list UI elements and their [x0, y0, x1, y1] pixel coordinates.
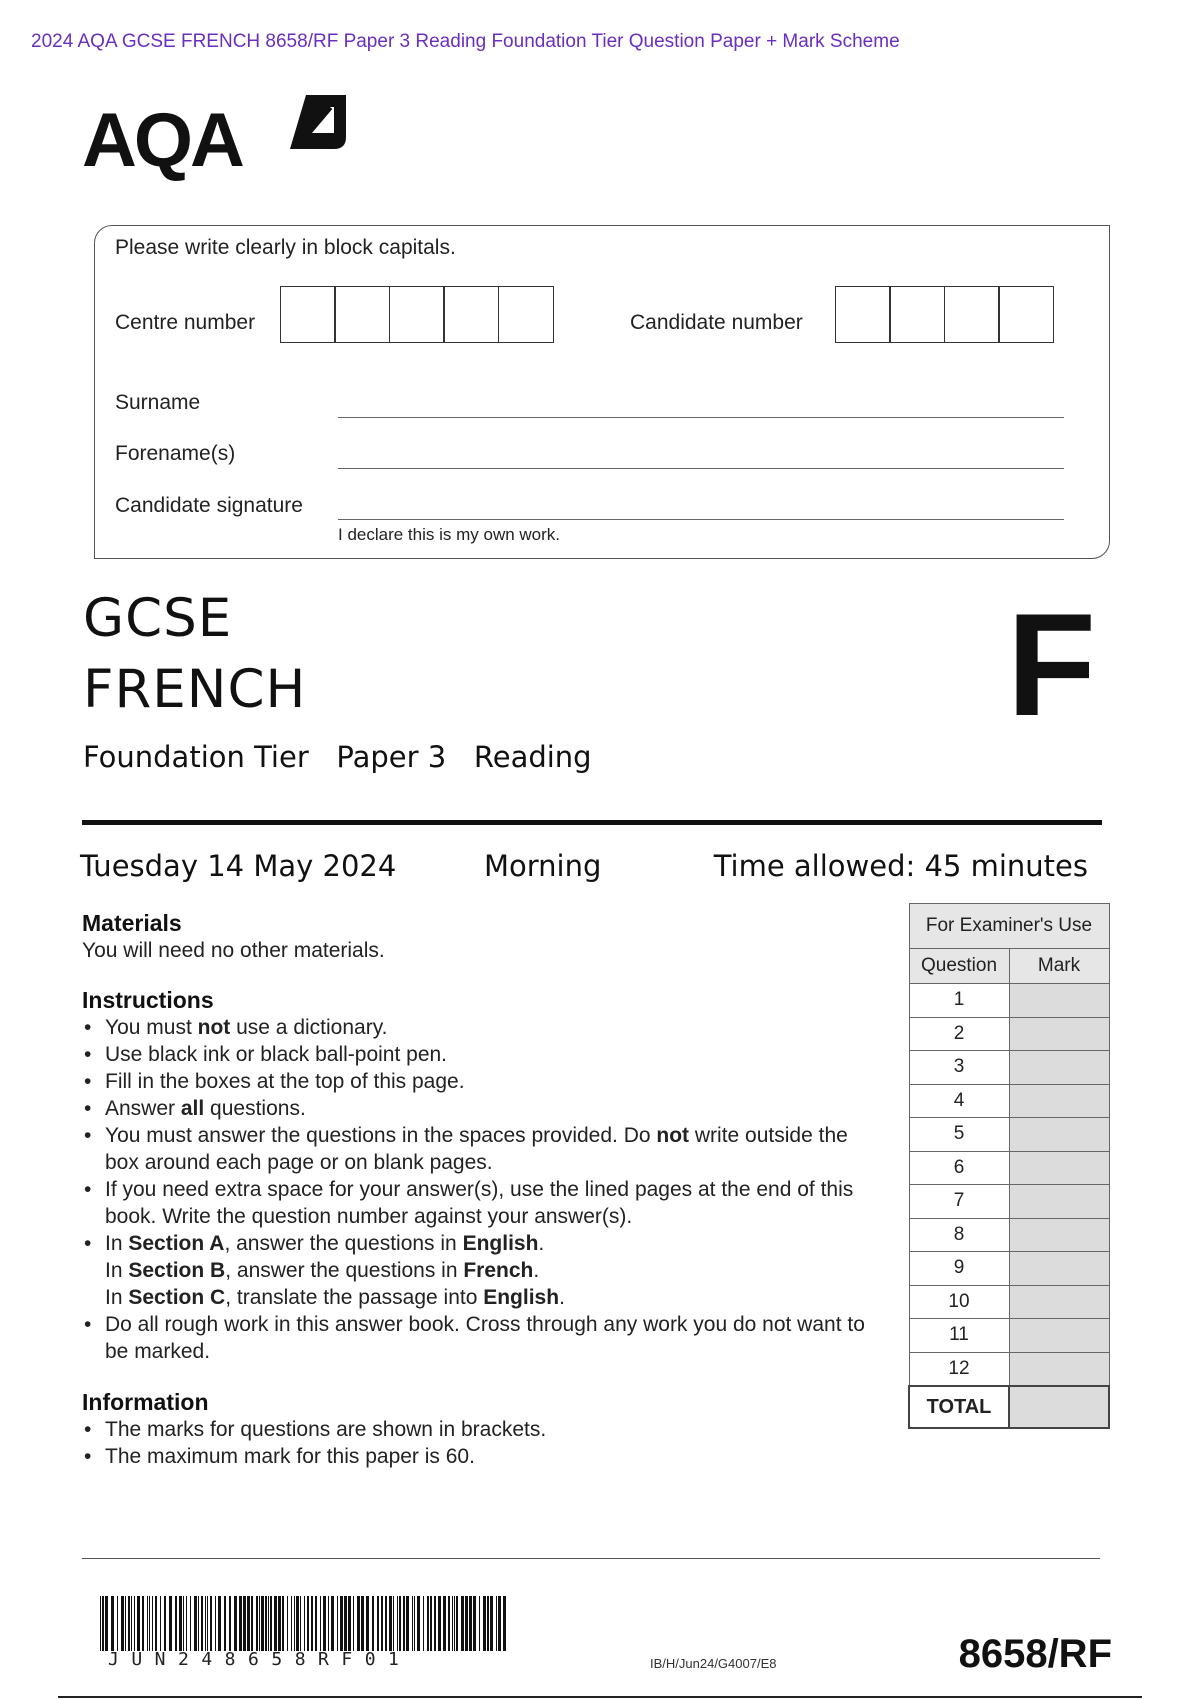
- barcode-bar: [207, 1596, 208, 1651]
- barcode-bar: [287, 1596, 288, 1651]
- barcode-bar: [483, 1596, 486, 1651]
- candidate-number-digit[interactable]: [835, 286, 891, 343]
- barcode-bar: [487, 1596, 489, 1651]
- barcode-bar: [406, 1596, 409, 1651]
- barcode-bar: [294, 1596, 295, 1651]
- information-list: [82, 1416, 882, 1470]
- barcode-bar: [111, 1596, 114, 1651]
- barcode-bar: [218, 1596, 221, 1651]
- mark-cell[interactable]: [1009, 1319, 1109, 1353]
- barcode-bar: [307, 1596, 309, 1651]
- barcode-bar: [256, 1596, 258, 1651]
- barcode-bar: [389, 1596, 392, 1651]
- surname-label: Surname: [115, 391, 201, 414]
- candidate-number-digit[interactable]: [944, 286, 1000, 343]
- examiner-table-row: [909, 1352, 1109, 1386]
- aqa-logo: [82, 93, 347, 188]
- exam-date: Tuesday 14 May 2024: [80, 849, 397, 883]
- page-bottom-line: [58, 1696, 1142, 1698]
- barcode-bar: [183, 1596, 184, 1651]
- instruction-item: • Use black ink or black ball-point pen.: [82, 1041, 882, 1068]
- barcode-bar: [430, 1596, 432, 1651]
- barcode-bar: [377, 1596, 379, 1651]
- barcode-bar: [270, 1596, 272, 1651]
- barcode-bar: [461, 1596, 464, 1651]
- barcode-bar: [353, 1596, 354, 1651]
- mark-cell[interactable]: [1009, 1218, 1109, 1252]
- aqa-tick-icon: [286, 93, 348, 155]
- barcode-bar: [149, 1596, 150, 1651]
- barcode-bar: [344, 1596, 347, 1651]
- instruction-item: • Do all rough work in this answer book. Cross through any work you do not want to be marked.: [82, 1311, 882, 1365]
- barcode-bar: [357, 1596, 360, 1651]
- barcode-bar: [337, 1596, 338, 1651]
- barcode-bar: [448, 1596, 450, 1651]
- logo-text: AQA: [82, 98, 242, 183]
- barcode-bar: [443, 1596, 446, 1651]
- barcode-icon: [100, 1596, 510, 1651]
- barcode-bar: [117, 1596, 118, 1651]
- information-item: • The marks for questions are shown in brackets.: [82, 1416, 882, 1443]
- section-c-instruction: In Section C, translate the passage into English.: [105, 1286, 565, 1309]
- barcode-bar: [427, 1596, 429, 1651]
- examiners-use-title: For Examiner's Use: [909, 904, 1109, 949]
- document-reference: IB/H/Jun24/G4007/E8: [650, 1656, 777, 1671]
- instructions-list: [82, 1014, 882, 1365]
- barcode-bar: [239, 1596, 242, 1651]
- barcode-bar: [498, 1596, 501, 1651]
- question-number-cell: 1: [909, 984, 1009, 1018]
- centre-number-boxes[interactable]: [281, 286, 554, 343]
- barcode-bar: [105, 1596, 108, 1651]
- barcode-bar: [205, 1596, 206, 1651]
- question-number-cell: 12: [909, 1352, 1009, 1386]
- question-number-cell: 4: [909, 1084, 1009, 1118]
- barcode-bar: [282, 1596, 284, 1651]
- examiner-table-row: [909, 1118, 1109, 1152]
- barcode-bar: [179, 1596, 182, 1651]
- question-number-cell: 11: [909, 1319, 1009, 1353]
- component-name: Reading: [473, 740, 592, 774]
- section-b-instruction: In Section B, answer the questions in French.: [105, 1259, 540, 1282]
- barcode-bar: [397, 1596, 398, 1651]
- barcode-bar: [278, 1596, 281, 1651]
- barcode-bar: [296, 1596, 299, 1651]
- examiner-table-row: [909, 1319, 1109, 1353]
- barcode-bar: [131, 1596, 132, 1651]
- total-label: TOTAL: [909, 1386, 1009, 1428]
- signature-label: Candidate signature: [115, 494, 303, 517]
- barcode-bar: [469, 1596, 472, 1651]
- barcode-bar: [438, 1596, 441, 1651]
- mark-cell[interactable]: [1009, 1252, 1109, 1286]
- information-item: • The maximum mark for this paper is 60.: [82, 1443, 882, 1470]
- barcode-bar: [399, 1596, 401, 1651]
- centre-number-label: Centre number: [115, 311, 256, 334]
- centre-number-digit[interactable]: [498, 286, 554, 343]
- candidate-number-digit[interactable]: [889, 286, 945, 343]
- centre-number-digit[interactable]: [334, 286, 390, 343]
- examiners-table-rows: [909, 984, 1109, 1387]
- paper-number: Paper 3: [336, 740, 447, 774]
- barcode-bar: [164, 1596, 166, 1651]
- examiner-table-row: [909, 1252, 1109, 1286]
- question-number-cell: 3: [909, 1051, 1009, 1085]
- barcode-bar: [186, 1596, 187, 1651]
- paper-code: 8658/RF: [958, 1632, 1112, 1676]
- barcode-bar: [259, 1596, 260, 1651]
- centre-number-digit[interactable]: [443, 286, 499, 343]
- examiner-table-row: [909, 1218, 1109, 1252]
- barcode-bar: [331, 1596, 334, 1651]
- examiner-table-row: [909, 1017, 1109, 1051]
- barcode-bar: [496, 1596, 497, 1651]
- barcode-bar: [234, 1596, 237, 1651]
- time-allowed: Time allowed: 45 minutes: [713, 849, 1088, 883]
- examiner-table-row: [909, 1185, 1109, 1219]
- qualification-level: GCSE: [83, 588, 233, 649]
- examiner-table-row: [909, 1151, 1109, 1185]
- tier-name: Foundation Tier: [83, 740, 309, 774]
- block-capitals-instruction: Please write clearly in block capitals.: [115, 236, 456, 259]
- barcode-bar: [152, 1596, 153, 1651]
- candidate-number-label: Candidate number: [630, 311, 803, 334]
- barcode-bar: [102, 1596, 104, 1651]
- information-heading: Information: [82, 1389, 209, 1415]
- barcode-text: JUN248658RF01: [108, 1649, 412, 1670]
- barcode-bar: [268, 1596, 269, 1651]
- barcode-bar: [479, 1596, 480, 1651]
- barcode-bar: [340, 1596, 343, 1651]
- barcode-bar: [261, 1596, 264, 1651]
- barcode-bar: [348, 1596, 351, 1651]
- barcode-bar: [128, 1596, 130, 1651]
- front-cover-notes: [82, 910, 882, 1470]
- barcode-bar: [315, 1596, 317, 1651]
- candidate-number-digit[interactable]: [998, 286, 1054, 343]
- instruction-item: • Answer all questions.: [82, 1095, 882, 1122]
- barcode-bar: [229, 1596, 231, 1651]
- barcode-bar: [423, 1596, 424, 1651]
- centre-number-digit[interactable]: [389, 286, 445, 343]
- barcode-bar: [372, 1596, 374, 1651]
- barcode-bar: [323, 1596, 326, 1651]
- barcode-bar: [361, 1596, 364, 1651]
- barcode-bar: [125, 1596, 126, 1651]
- barcode-bar: [300, 1596, 301, 1651]
- question-number-cell: 6: [909, 1151, 1009, 1185]
- barcode-bar: [456, 1596, 458, 1651]
- barcode-bar: [265, 1596, 267, 1651]
- mark-cell[interactable]: [1009, 1352, 1109, 1386]
- forenames-label: Forename(s): [115, 442, 236, 465]
- barcode-bar: [417, 1596, 420, 1651]
- barcode-bar: [414, 1596, 415, 1651]
- barcode-bar: [251, 1596, 253, 1651]
- barcode-bar: [381, 1596, 383, 1651]
- barcode-bar: [452, 1596, 453, 1651]
- question-number-cell: 8: [909, 1218, 1009, 1252]
- examiner-table-row: [909, 984, 1109, 1018]
- total-mark-cell[interactable]: [1009, 1386, 1109, 1428]
- mark-cell[interactable]: [1009, 984, 1109, 1018]
- mark-cell[interactable]: [1009, 1151, 1109, 1185]
- barcode-bar: [393, 1596, 394, 1651]
- barcode-bar: [134, 1596, 135, 1651]
- barcode-bar: [137, 1596, 140, 1651]
- barcode-bar: [215, 1596, 216, 1651]
- barcode-bar: [210, 1596, 212, 1651]
- signature-field[interactable]: [338, 519, 1064, 520]
- barcode-bar: [198, 1596, 199, 1651]
- subject-name: FRENCH: [83, 659, 307, 720]
- barcode-bar: [247, 1596, 250, 1651]
- mark-column-header: Mark: [1009, 949, 1109, 984]
- materials-text: You will need no other materials.: [82, 939, 385, 962]
- barcode-bar: [328, 1596, 329, 1651]
- barcode-bar: [434, 1596, 436, 1651]
- question-number-cell: 7: [909, 1185, 1009, 1219]
- surname-field[interactable]: [338, 417, 1064, 418]
- examiner-table-row: [909, 1051, 1109, 1085]
- barcode-bar: [412, 1596, 413, 1651]
- instructions-heading: Instructions: [82, 987, 214, 1013]
- paper-subtitle: [83, 740, 592, 774]
- barcode-bar: [385, 1596, 387, 1651]
- barcode-bar: [147, 1596, 148, 1651]
- barcode-bar: [274, 1596, 277, 1651]
- question-number-cell: 10: [909, 1285, 1009, 1319]
- mark-cell[interactable]: [1009, 1051, 1109, 1085]
- section-a-instruction: • In Section A, answer the questions in English.: [105, 1232, 545, 1255]
- candidate-details-box: [94, 225, 1110, 559]
- question-number-cell: 9: [909, 1252, 1009, 1286]
- barcode-bar: [100, 1596, 101, 1651]
- footer-divider: [82, 1558, 1100, 1559]
- barcode-bar: [243, 1596, 246, 1651]
- mark-cell[interactable]: [1009, 1285, 1109, 1319]
- instruction-item-sections: [82, 1230, 882, 1311]
- barcode-bar: [320, 1596, 321, 1651]
- barcode-bar: [454, 1596, 455, 1651]
- mark-cell[interactable]: [1009, 1084, 1109, 1118]
- instruction-item: • You must not use a dictionary.: [82, 1014, 882, 1041]
- heading-divider: [82, 820, 1102, 825]
- barcode-bar: [311, 1596, 313, 1651]
- barcode-bar: [490, 1596, 493, 1651]
- tier-letter: F: [1006, 583, 1096, 746]
- barcode-bar: [169, 1596, 172, 1651]
- materials-heading: Materials: [82, 910, 182, 936]
- examiners-use-table: [908, 903, 1110, 1429]
- centre-number-digit[interactable]: [280, 286, 336, 343]
- instruction-item: • Fill in the boxes at the top of this page.: [82, 1068, 882, 1095]
- barcode-bar: [503, 1596, 506, 1651]
- mark-cell[interactable]: [1009, 1118, 1109, 1152]
- barcode-bar: [366, 1596, 369, 1651]
- barcode-bar: [175, 1596, 177, 1651]
- barcode-bar: [224, 1596, 226, 1651]
- mark-cell[interactable]: [1009, 1185, 1109, 1219]
- barcode-bar: [473, 1596, 476, 1651]
- question-number-cell: 5: [909, 1118, 1009, 1152]
- examiner-table-row: [909, 1285, 1109, 1319]
- instruction-item: • You must answer the questions in the spaces provided. Do not write outside the box around each page or on blank pages.: [82, 1122, 882, 1176]
- barcode-bar: [194, 1596, 197, 1651]
- barcode-bar: [304, 1596, 305, 1651]
- question-column-header: Question: [909, 949, 1009, 984]
- mark-cell[interactable]: [1009, 1017, 1109, 1051]
- barcode-bar: [201, 1596, 203, 1651]
- barcode-bar: [403, 1596, 405, 1651]
- examiner-table-row: [909, 1084, 1109, 1118]
- barcode-bar: [465, 1596, 468, 1651]
- forenames-field[interactable]: [338, 468, 1064, 469]
- exam-session: Morning: [484, 849, 602, 883]
- document-title[interactable]: 2024 AQA GCSE FRENCH 8658/RF Paper 3 Reading Foundation Tier Question Paper + Mark Scheme: [31, 31, 900, 52]
- instruction-item: • If you need extra space for your answer(s), use the lined pages at the end of this book. Write the question number against your answer(s).: [82, 1176, 882, 1230]
- barcode-bar: [142, 1596, 144, 1651]
- question-number-cell: 2: [909, 1017, 1009, 1051]
- barcode-bar: [155, 1596, 157, 1651]
- candidate-number-boxes[interactable]: [836, 286, 1054, 343]
- barcode-bar: [160, 1596, 161, 1651]
- declaration-text: I declare this is my own work.: [338, 525, 561, 544]
- barcode-bar: [190, 1596, 191, 1651]
- barcode-bar: [291, 1596, 292, 1651]
- barcode-bar: [121, 1596, 124, 1651]
